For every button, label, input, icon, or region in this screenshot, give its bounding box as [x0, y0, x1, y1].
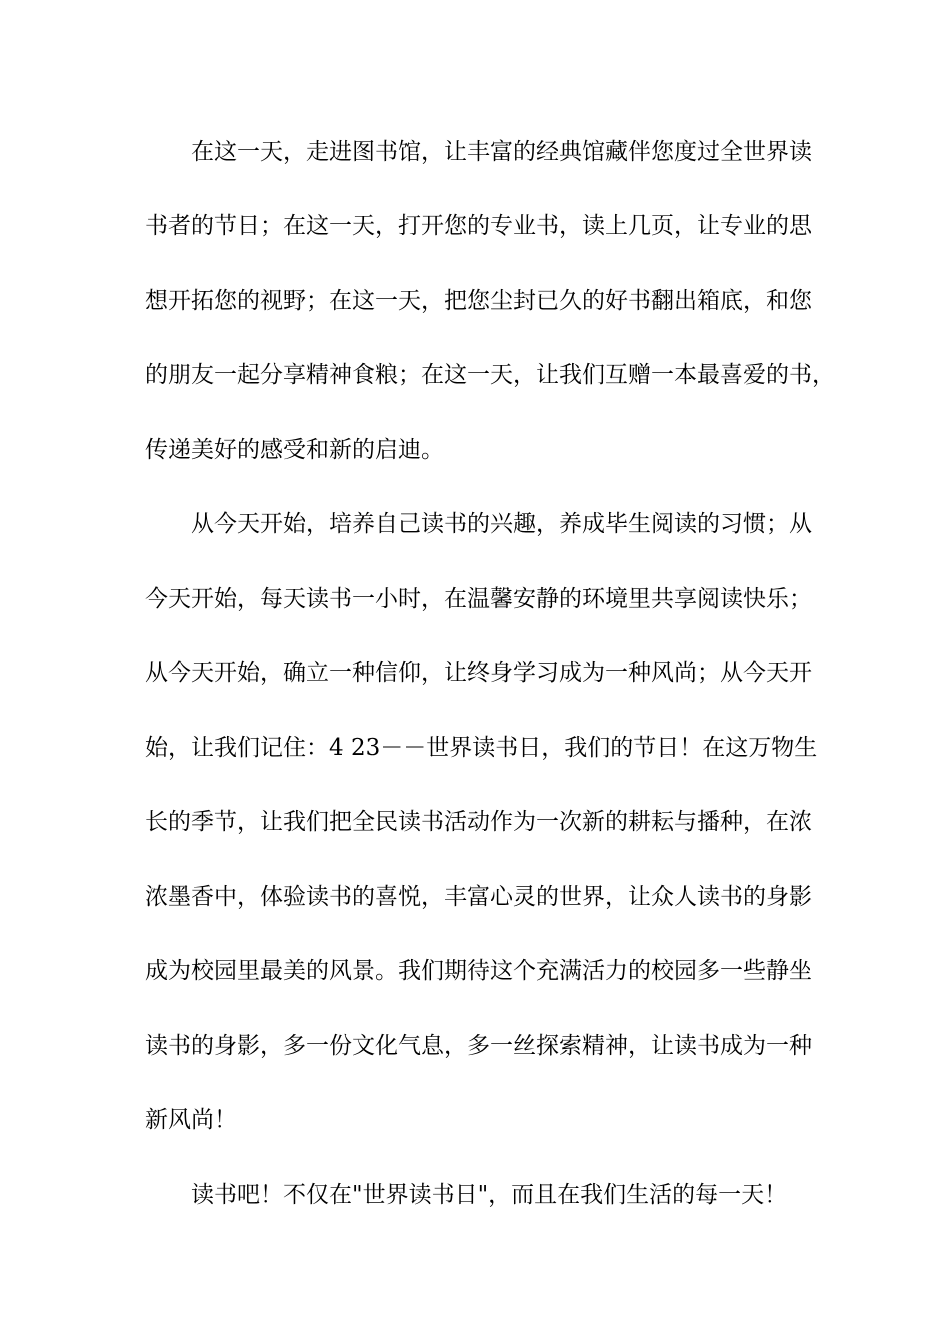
paragraph-2-line-4: 始，让我们记住：4 23－－世界读书日，我们的节日！在这万物生: [145, 735, 818, 761]
paragraph-1-line-3: 想开拓您的视野；在这一天，把您尘封已久的好书翻出箱底，和您: [145, 288, 812, 314]
paragraph-2-line-6: 浓墨香中，体验读书的喜悦，丰富心灵的世界，让众人读书的身影: [145, 884, 812, 910]
paragraph-2-line-7: 成为校园里最美的风景。我们期待这个充满活力的校园多一些静坐: [145, 958, 812, 984]
paragraph-2-line-9: 新风尚！: [145, 1107, 237, 1133]
paragraph-1-line-1: 在这一天，走进图书馆，让丰富的经典馆藏伴您度过全世界读: [145, 139, 812, 165]
paragraph-2-line-1: 从今天开始，培养自己读书的兴趣，养成毕生阅读的习惯；从: [145, 511, 812, 537]
paragraph-1-line-4: 的朋友一起分享精神食粮；在这一天，让我们互赠一本最喜爱的书，: [145, 362, 835, 388]
paragraph-2-line-5: 长的季节，让我们把全民读书活动作为一次新的耕耘与播种，在浓: [145, 809, 812, 835]
paragraph-1-line-5: 传递美好的感受和新的启迪。: [145, 437, 444, 463]
paragraph-2-line-2: 今天开始，每天读书一小时，在温馨安静的环境里共享阅读快乐；: [145, 586, 812, 612]
paragraph-2-line-8: 读书的身影，多一份文化气息，多一丝探索精神，让读书成为一种: [145, 1033, 812, 1059]
paragraph-2-line-3: 从今天开始，确立一种信仰，让终身学习成为一种风尚；从今天开: [145, 660, 812, 686]
paragraph-1-line-2: 书者的节日；在这一天，打开您的专业书，读上几页，让专业的思: [145, 213, 812, 239]
paragraph-3-line-1: 读书吧！不仅在"世界读书日"，而且在我们生活的每一天！: [145, 1182, 788, 1208]
